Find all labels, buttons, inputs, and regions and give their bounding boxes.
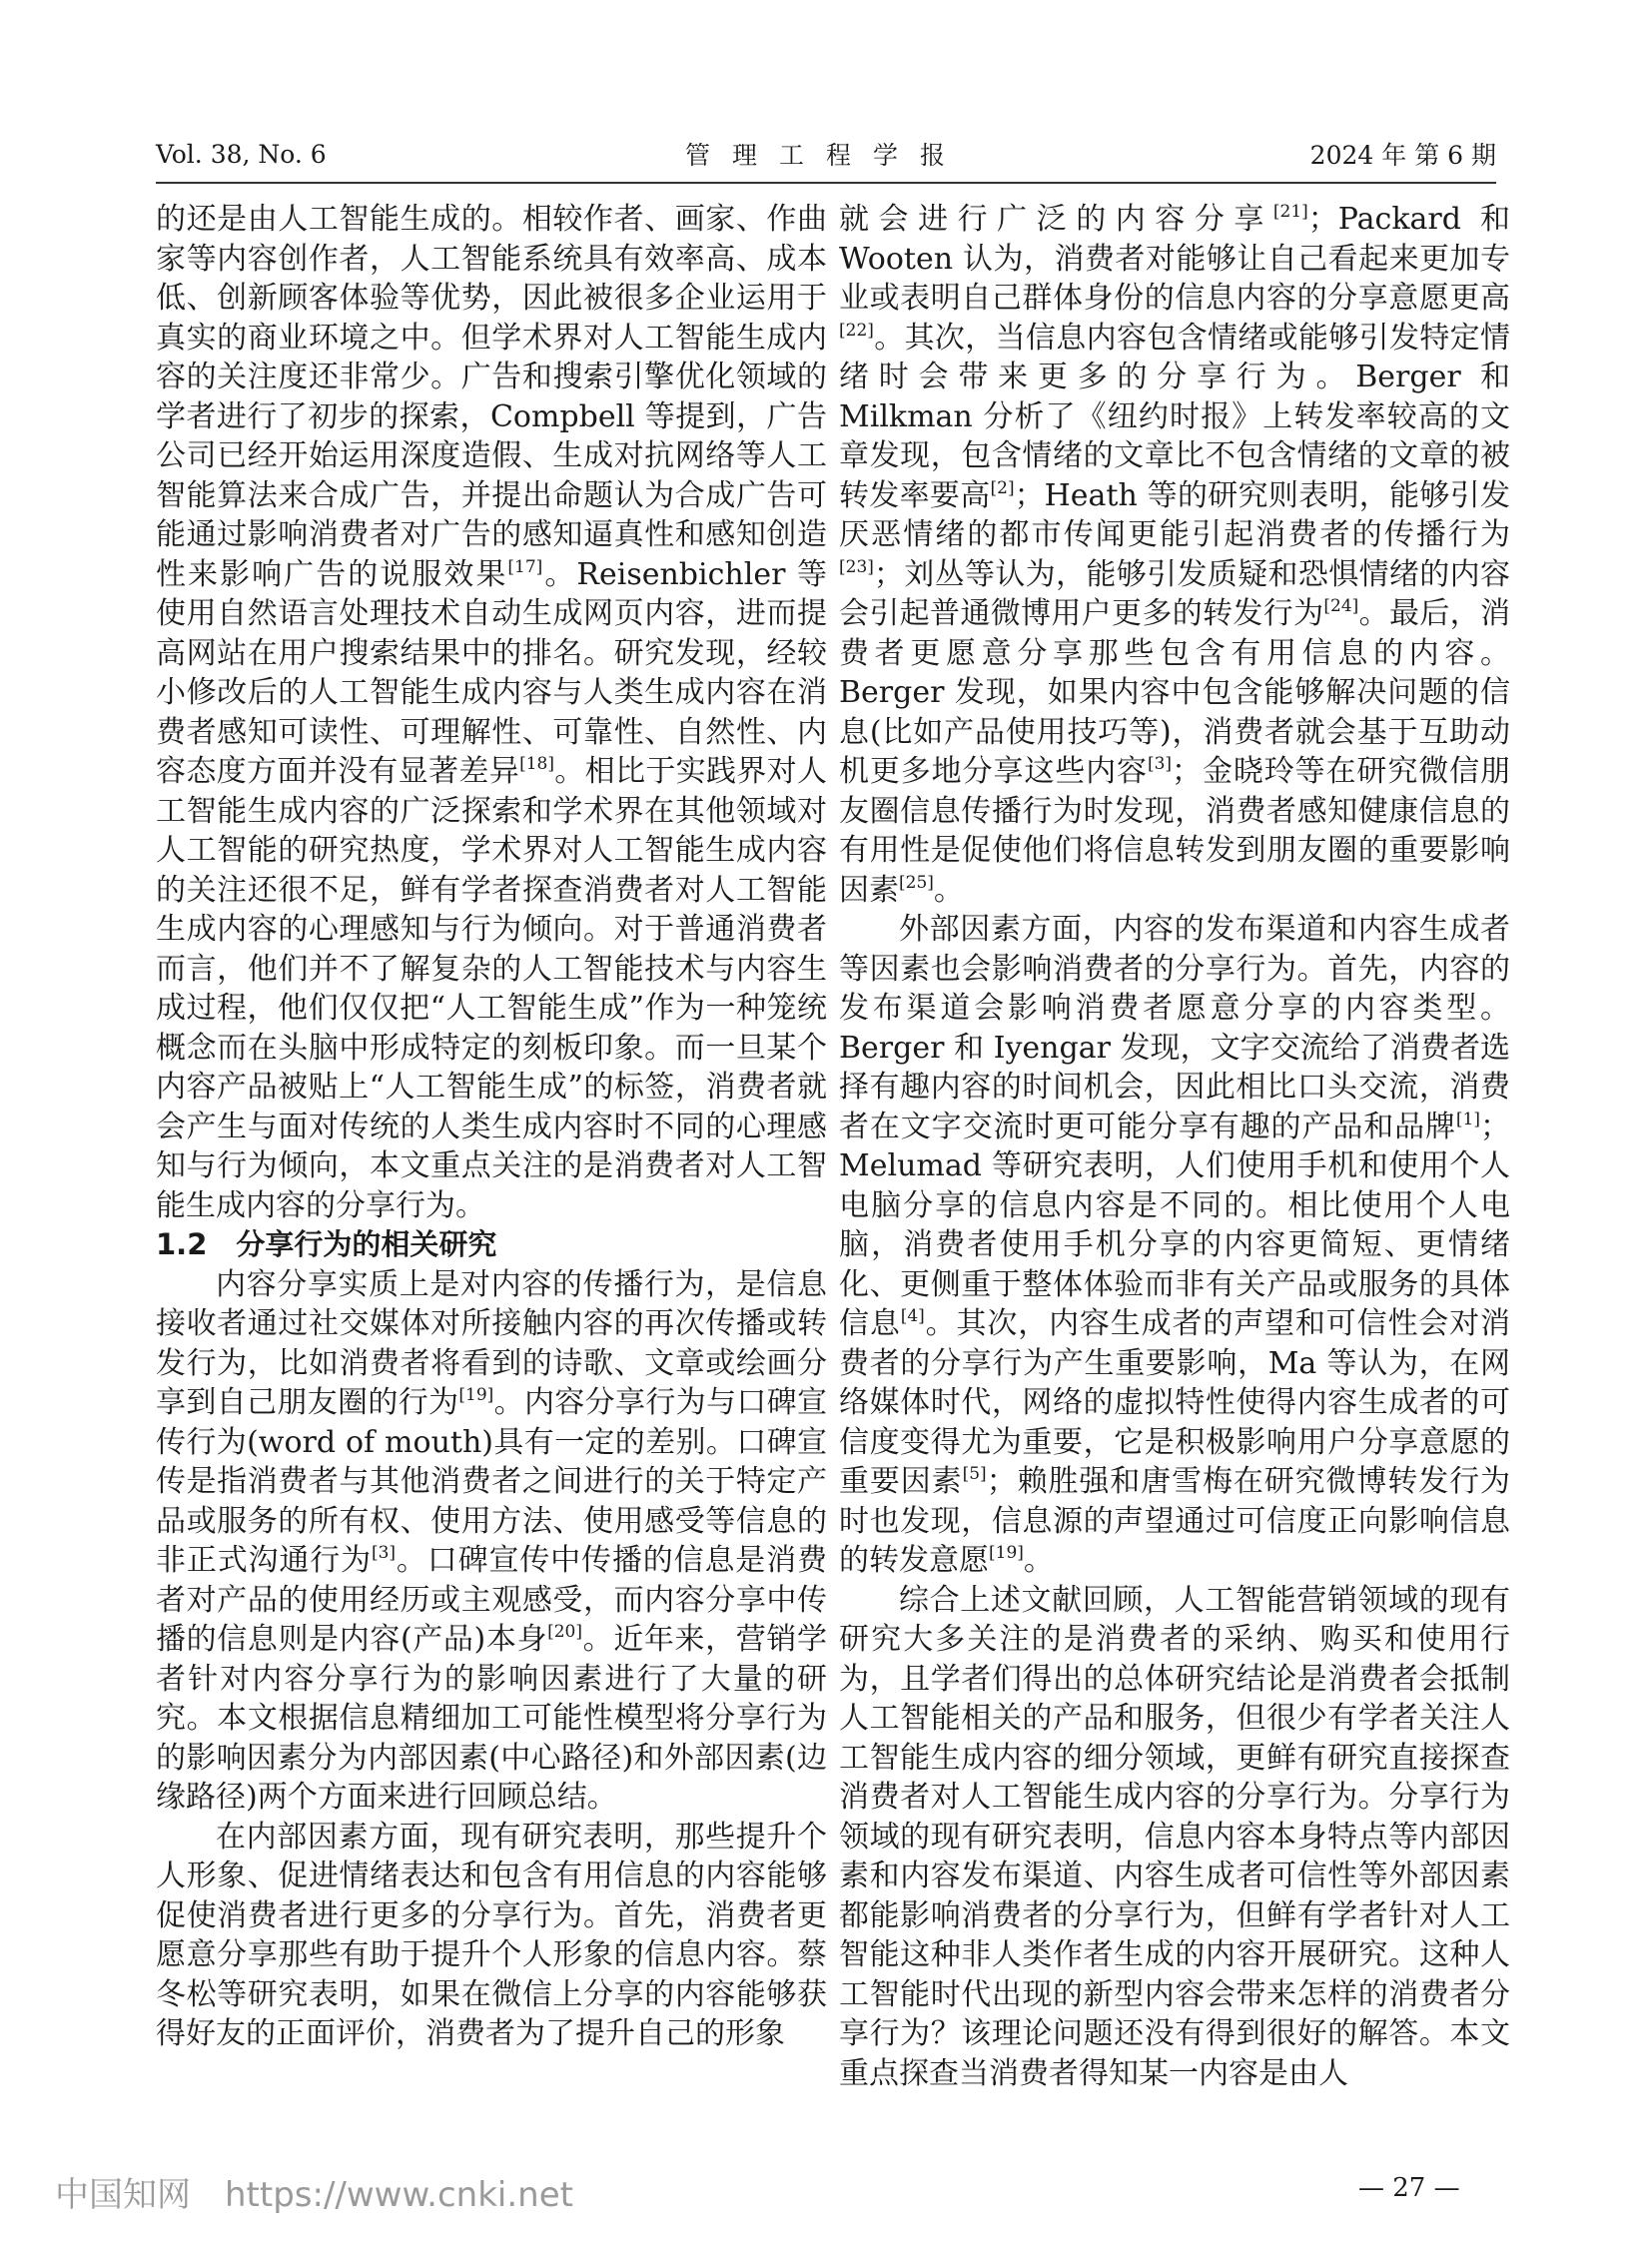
text-run: ；Melumad 等研究表明，人们使用手机和使用个人电脑分享的信息内容是不同的。相比使用个人电脑，消费者使用手机分享的内容更简短、更情绪化、更侧重于整体体验而非有关产品或服务的具体信息	[839, 1109, 1510, 1341]
citation: [2]	[990, 477, 1015, 498]
citation: [5]	[962, 1464, 987, 1484]
paragraph: 综合上述文献回顾，人工智能营销领域的现有研究大多关注的是消费者的采纳、购买和使用行为，且学者们得出的总体研究结论是消费者会抵制人工智能相关的产品和服务，但很少有学者关注人工智能生成内容的细分领域，更鲜有研究直接探查消费者对人工智能生成内容的分享行为。分享行为领域的现有研究表明，信息内容本身特点等内部因素和内容发布渠道、内容生成者可信性等外部因素都能影响消费者的分享行为，但鲜有学者针对人工智能这种非人类作者生成的内容开展研究。这种人工智能时代出现的新型内容会带来怎样的消费者分享行为？该理论问题还没有得到很好的解答。本文重点探查当消费者得知某一内容是由人	[839, 1582, 1510, 2091]
citation: [20]	[547, 1622, 583, 1642]
text-run: 。相比于实践界对人工智能生成内容的广泛探索和学术界在其他领域对人工智能的研究热度，学术界对人工智能生成内容的关注还很不足，鲜有学者探查消费者对人工智能生成内容的心理感知与行为倾向。对于普通消费者而言，他们并不了解复杂的人工智能技术与内容生成过程，他们仅仅把“人工智能生成”作为一种笼统概念而在头脑中形成特定的刻板印象。而一旦某个内容产品被贴上“人工智能生成”的标签，消费者就会产生与面对传统的人类生成内容时不同的心理感知与行为倾向，本文重点关注的是消费者对人工智能生成内容的分享行为。	[156, 754, 828, 1223]
text-run: ；刘丛等认为，能够引发质疑和恐惧情绪的内容会引起普通微博用户更多的转发行为	[839, 556, 1510, 631]
cnki-watermark: 中国知网 https://www.cnki.net	[55, 2175, 573, 2215]
citation: [4]	[900, 1306, 925, 1326]
header-rule	[156, 182, 1496, 184]
paragraph	[839, 910, 1510, 1581]
text-run: 。	[1023, 1543, 1054, 1578]
right-column	[839, 200, 1510, 2093]
text-run: 。最后，消费者更愿意分享那些包含有用信息的内容。Berger 发现，如果内容中包含能够解决问题的信息(比如产品使用技巧等)，消费者就会基于互助动机更多地分享这些内容	[839, 596, 1511, 789]
text-run: 。其次，当信息内容包含情绪或能够引发特定情绪时会带来更多的分享行为。Berger 和 Milkman 分析了《纽约时报》上转发率较高的文章发现，包含情绪的文章比不包含情绪的文章的被转发率要高	[839, 320, 1510, 513]
issue-label: 2024 年 第 6 期	[1309, 141, 1496, 170]
paragraph: 在内部因素方面，现有研究表明，那些提升个人形象、促进情绪表达和包含有用信息的内容能够促使消费者进行更多的分享行为。首先，消费者更愿意分享那些有助于提升个人形象的信息内容。蔡冬松等研究表明，如果在微信上分享的内容能够获得好友的正面评价，消费者为了提升自己的形象	[156, 1819, 827, 2051]
text-run: ；金晓玲等在研究微信朋友圈信息传播行为时发现，消费者感知健康信息的有用性是促使他们将信息转发到朋友圈的重要影响因素	[839, 754, 1510, 908]
text-run: 。内容分享行为与口碑宣传行为(word of mouth)具有一定的差别。口碑宣传是指消费者与其他消费者之间进行的关于特定产品或服务的所有权、使用方法、使用感受等信息的非正式沟通行为	[156, 1385, 828, 1578]
paragraph	[839, 200, 1510, 910]
page-number: — 27 —	[1358, 2173, 1460, 2203]
citation: [18]	[519, 754, 554, 774]
citation: [3]	[1147, 754, 1173, 774]
journal-title: 管理工程学报	[684, 141, 967, 170]
text-run: 的还是由人工智能生成的。相较作者、画家、作曲家等内容创作者，人工智能系统具有效率高、成本低、创新顾客体验等优势，因此被很多企业运用于真实的商业环境之中。但学术界对人工智能生成内容的关注度还非常少。广告和搜索引擎优化领域的学者进行了初步的探索，Compbell 等提到，广告公司已经开始运用深度造假、生成对抗网络等人工智能算法来合成广告，并提出命题认为合成广告可能通过影响消费者对广告的感知逼真性和感知创造性来影响广告的说服效果	[156, 202, 827, 592]
text-run: ；赖胜强和唐雪梅在研究微博转发行为时也发现，信息源的声望通过可信度正向影响信息的转发意愿	[839, 1464, 1511, 1578]
paragraph	[156, 200, 827, 1225]
text-run: 。近年来，营销学者针对内容分享行为的影响因素进行了大量的研究。本文根据信息精细加工可能性模型将分享行为的影响因素分为内部因素(中心路径)和外部因素(边缘路径)两个方面来进行回顾总结。	[156, 1622, 827, 1815]
paragraph	[156, 1265, 827, 1818]
text-run: 内容分享实质上是对内容的传播行为，是信息接收者通过社交媒体对所接触内容的再次传播或转发行为，比如消费者将看到的诗歌、文章或绘画分享到自己朋友圈的行为	[156, 1266, 827, 1420]
section-heading: 1.2 分享行为的相关研究	[156, 1227, 497, 1261]
citation: [21]	[1272, 202, 1308, 222]
text-run: 。	[933, 872, 964, 908]
volume-label: Vol. 38, No. 6	[156, 139, 327, 169]
left-column	[156, 200, 827, 2054]
citation: [22]	[839, 320, 874, 341]
citation: [19]	[989, 1543, 1024, 1563]
text-run: 。Reisenbichler 等使用自然语言处理技术自动生成网页内容，进而提高网站在用户搜索结果中的排名。研究发现，经较小修改后的人工智能生成内容与人类生成内容在消费者感知可读性、可理解性、可靠性、自然性、内容态度方面并没有显著差异	[156, 556, 827, 789]
text-run: 就会进行广泛的内容分享	[839, 202, 1273, 237]
running-header	[156, 132, 1496, 176]
text-run: ；Heath 等的研究则表明，能够引发厌恶情绪的都市传闻更能引起消费者的传播行为	[839, 477, 1511, 552]
citation: [23]	[839, 556, 874, 577]
citation: [19]	[458, 1385, 494, 1405]
text-run: ；Packard 和 Wooten 认为，消费者对能够让自己看起来更加专业或表明自己群体身份的信息内容的分享意愿更高	[839, 202, 1511, 316]
text-run: 。口碑宣传中传播的信息是消费者对产品的使用经历或主观感受，而内容分享中传播的信息则是内容(产品)本身	[156, 1543, 827, 1657]
citation: [3]	[371, 1543, 397, 1563]
citation: [24]	[1323, 596, 1359, 616]
citation: [17]	[507, 556, 543, 577]
text-run: 外部因素方面，内容的发布渠道和内容生成者等因素也会影响消费者的分享行为。首先，内容的发布渠道会影响消费者愿意分享的内容类型。Berger 和 Iyengar 发现，文字交流给了消费者选择有趣内容的时间机会，因此相比口头交流，消费者在文字交流时更可能分享有趣的产品和品牌	[839, 912, 1510, 1144]
citation: [1]	[1455, 1109, 1480, 1129]
citation: [25]	[899, 872, 934, 893]
text-run: 。其次，内容生成者的声望和可信性会对消费者的分享行为产生重要影响，Ma 等认为，在网络媒体时代，网络的虚拟特性使得内容生成者的可信度变得尤为重要，它是积极影响用户分享意愿的重要因素	[839, 1306, 1511, 1499]
